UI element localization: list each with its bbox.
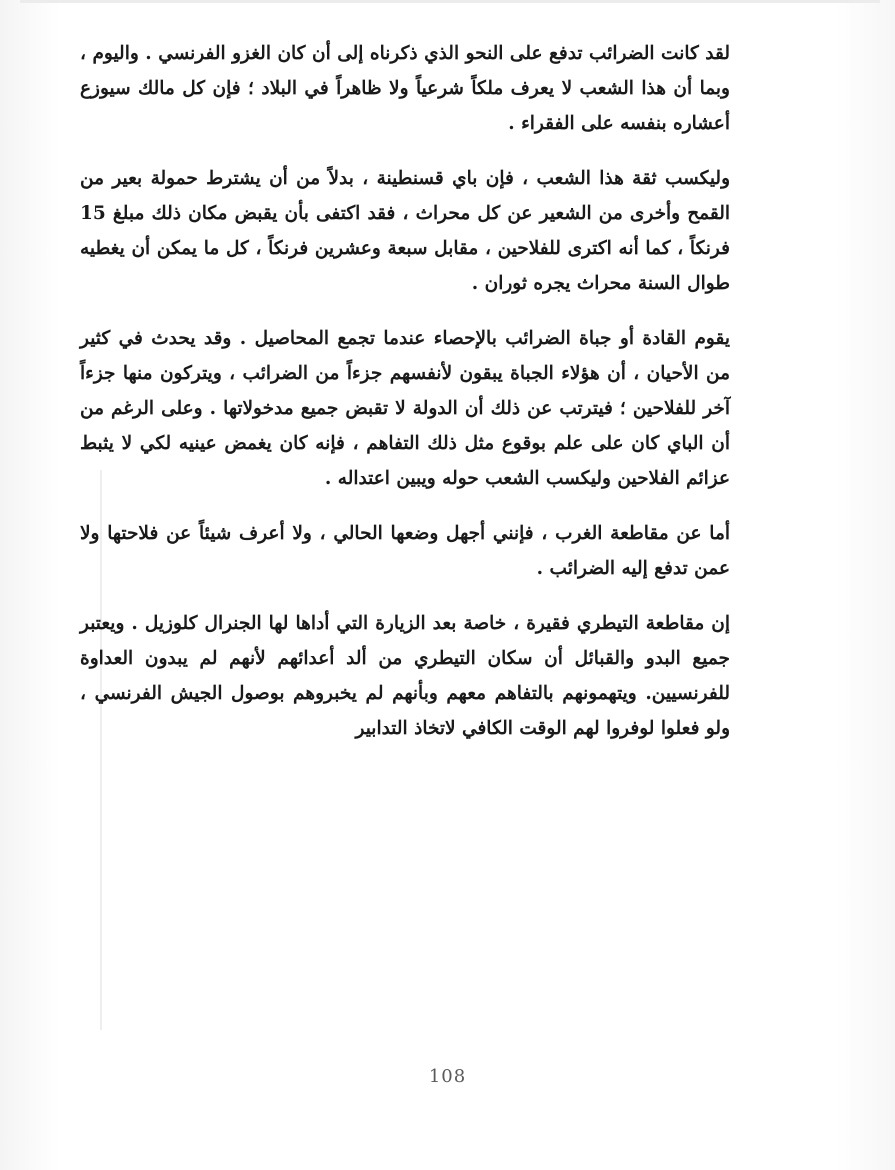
- paragraph: يقوم القادة أو جباة الضرائب بالإحصاء عندما تجمع المحاصيل . وقد يحدث في كثير من الأحيان ، أن هؤلاء الجباة يبقون لأنفسهم جزءاً من الضرائب ، ويتركون منها جزءاً آخر للفلاحين ؛ فيترتب عن ذلك أن الدولة لا تقبض جميع مدخولاتها . وعلى الرغم من أن الباي كان على علم بوقوع مثل ذلك التفاهم ، فإنه كان يغمض عينيه لكي لا يثبط عزائم الفلاحين وليكسب الشعب حوله ويبين اعتداله .: [80, 328, 730, 489]
- paragraph: أما عن مقاطعة الغرب ، فإنني أجهل وضعها الحالي ، ولا أعرف شيئاً عن فلاحتها ولا عمن تدفع إليه الضرائب .: [80, 523, 730, 579]
- page-number: 108: [428, 1066, 467, 1087]
- paragraph: لقد كانت الضرائب تدفع على النحو الذي ذكرناه إلى أن كان الغزو الفرنسي . واليوم ، وبما أن هذا الشعب لا يعرف ملكاً شرعياً ولا ظاهراً في البلاد ؛ فإن كل مالك سيوزع أعشاره بنفسه على الفقراء .: [80, 43, 730, 134]
- book-text: [80, 36, 730, 766]
- paragraph: إن مقاطعة التيطري فقيرة ، خاصة بعد الزيارة التي أداها لها الجنرال كلوزيل . ويعتبر جميع البدو والقبائل أن سكان التيطري من ألد أعدائهم لأنهم لم يبدون العداوة للفرنسيين. ويتهمونهم بالتفاهم معهم وبأنهم لم يخبروهم بوصول الجيش الفرنسي ، ولو فعلوا لوفروا لهم الوقت الكافي لاتخاذ التدابير: [80, 613, 730, 739]
- paragraph: وليكسب ثقة هذا الشعب ، فإن باي قسنطينة ، بدلاً من أن يشترط حمولة بعير من القمح وأخرى من الشعير عن كل محراث ، فقد اكتفى بأن يقبض مكان ذلك مبلغ 15 فرنكاً ، كما أنه اكترى للفلاحين ، مقابل سبعة وعشرين فرنكاً ، كل ما يمكن أن يغطيه طوال السنة محراث يجره ثوران .: [80, 168, 730, 294]
- scan-top-edge: [20, 0, 880, 3]
